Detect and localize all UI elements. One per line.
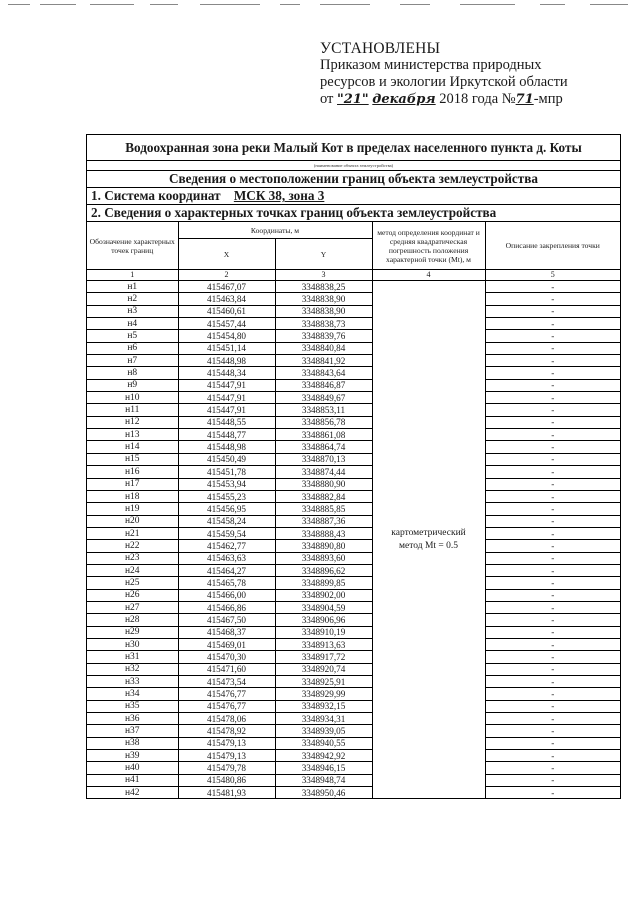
- coord-x: 415463,63: [178, 552, 275, 564]
- coord-system-value: МСК 38, зона 3: [233, 188, 325, 203]
- point-id: н21: [87, 527, 178, 539]
- coord-y: 3348874,44: [275, 466, 372, 478]
- col-number: 3: [275, 270, 372, 281]
- coord-x: 415479,78: [178, 762, 275, 774]
- coord-x: 415469,01: [178, 638, 275, 650]
- point-id: н16: [87, 466, 178, 478]
- point-description: -: [485, 700, 620, 712]
- table-row: [87, 725, 620, 737]
- coord-y: 3348940,55: [275, 737, 372, 749]
- coord-x: 415464,27: [178, 564, 275, 576]
- coord-y: 3348840,84: [275, 342, 372, 354]
- coord-y: 3348838,25: [275, 281, 372, 293]
- point-description: -: [485, 478, 620, 490]
- coord-x: 415456,95: [178, 503, 275, 515]
- coord-y: 3348856,78: [275, 416, 372, 428]
- table-row: [87, 676, 620, 688]
- header-method: метод определения координат и средняя квадратическая погрешность положения характерной точки (Mt), м: [372, 222, 485, 270]
- point-description: -: [485, 429, 620, 441]
- coord-x: 415465,78: [178, 577, 275, 589]
- section-title: Сведения о местоположении границ объекта землеустройства: [87, 171, 620, 188]
- point-id: н35: [87, 700, 178, 712]
- coord-x: 415462,77: [178, 540, 275, 552]
- document-form: [86, 134, 621, 799]
- coord-y: 3348882,84: [275, 490, 372, 502]
- coord-y: 3348942,92: [275, 750, 372, 762]
- coord-y: 3348839,76: [275, 330, 372, 342]
- table-row: [87, 355, 620, 367]
- coord-x: 415458,24: [178, 515, 275, 527]
- points-title: 2. Сведения о характерных точках границ объекта землеустройства: [87, 205, 620, 222]
- point-description: -: [485, 453, 620, 465]
- coord-x: 415448,77: [178, 429, 275, 441]
- point-id: н26: [87, 589, 178, 601]
- point-description: -: [485, 676, 620, 688]
- point-id: н7: [87, 355, 178, 367]
- point-id: н33: [87, 676, 178, 688]
- table-row: [87, 787, 620, 799]
- coord-y: 3348870,13: [275, 453, 372, 465]
- point-id: н22: [87, 540, 178, 552]
- table-row: [87, 379, 620, 391]
- point-id: н38: [87, 737, 178, 749]
- approval-stamp: [320, 40, 568, 108]
- table-row: [87, 713, 620, 725]
- point-id: н17: [87, 478, 178, 490]
- coord-system: [87, 188, 620, 205]
- coord-y: 3348920,74: [275, 663, 372, 675]
- point-description: -: [485, 626, 620, 638]
- coord-x: 415447,91: [178, 392, 275, 404]
- point-description: -: [485, 663, 620, 675]
- coord-y: 3348887,36: [275, 515, 372, 527]
- scan-header-artifact: [0, 3, 640, 7]
- approval-line-1: Приказом министерства природных: [320, 57, 542, 73]
- table-row: [87, 503, 620, 515]
- table-row: [87, 750, 620, 762]
- coord-y: 3348917,72: [275, 651, 372, 663]
- coord-y: 3348950,46: [275, 787, 372, 799]
- header-point: Обозначение характерных точек границ: [87, 222, 178, 270]
- table-row: [87, 466, 620, 478]
- coord-x: 415450,49: [178, 453, 275, 465]
- point-id: н4: [87, 318, 178, 330]
- header-description: Описание закрепления точки: [485, 222, 620, 270]
- point-description: -: [485, 651, 620, 663]
- point-id: н41: [87, 774, 178, 786]
- coord-y: 3348934,31: [275, 713, 372, 725]
- approval-from: от: [320, 91, 334, 107]
- table-row: [87, 774, 620, 786]
- coord-x: 415448,55: [178, 416, 275, 428]
- coord-x: 415459,54: [178, 527, 275, 539]
- point-description: -: [485, 404, 620, 416]
- table-row: [87, 589, 620, 601]
- coord-x: 415453,94: [178, 478, 275, 490]
- coord-x: 415479,13: [178, 737, 275, 749]
- point-description: -: [485, 589, 620, 601]
- point-id: н2: [87, 293, 178, 305]
- coord-x: 415468,37: [178, 626, 275, 638]
- point-id: н5: [87, 330, 178, 342]
- point-description: -: [485, 688, 620, 700]
- point-description: -: [485, 318, 620, 330]
- point-description: -: [485, 441, 620, 453]
- point-id: н13: [87, 429, 178, 441]
- coord-x: 415479,13: [178, 750, 275, 762]
- table-row: [87, 490, 620, 502]
- coord-y: 3348864,74: [275, 441, 372, 453]
- point-description: -: [485, 552, 620, 564]
- point-id: н15: [87, 453, 178, 465]
- point-id: н10: [87, 392, 178, 404]
- point-description: -: [485, 577, 620, 589]
- col-number: 2: [178, 270, 275, 281]
- point-id: н3: [87, 305, 178, 317]
- coord-x: 415460,61: [178, 305, 275, 317]
- coord-y: 3348904,59: [275, 601, 372, 613]
- point-id: н12: [87, 416, 178, 428]
- table-row: [87, 515, 620, 527]
- approval-heading: УСТАНОВЛЕНЫ: [320, 40, 441, 57]
- point-id: н36: [87, 713, 178, 725]
- point-id: н37: [87, 725, 178, 737]
- point-id: н30: [87, 638, 178, 650]
- point-id: н19: [87, 503, 178, 515]
- coord-y: 3348910,19: [275, 626, 372, 638]
- coord-x: 415470,30: [178, 651, 275, 663]
- point-id: н31: [87, 651, 178, 663]
- table-row: [87, 577, 620, 589]
- point-description: -: [485, 379, 620, 391]
- header-coords: Координаты, м: [178, 222, 372, 239]
- approval-month: декабря: [372, 92, 436, 107]
- coord-y: 3348838,73: [275, 318, 372, 330]
- point-description: -: [485, 466, 620, 478]
- point-description: -: [485, 787, 620, 799]
- approval-suffix: -мпр: [533, 91, 563, 107]
- coord-x: 415455,23: [178, 490, 275, 502]
- table-row: [87, 478, 620, 490]
- point-id: н24: [87, 564, 178, 576]
- table-row: [87, 762, 620, 774]
- point-id: н6: [87, 342, 178, 354]
- point-description: -: [485, 392, 620, 404]
- table-row: [87, 392, 620, 404]
- coord-y: 3348948,74: [275, 774, 372, 786]
- table-row: [87, 552, 620, 564]
- coord-x: 415480,86: [178, 774, 275, 786]
- coord-y: 3348838,90: [275, 293, 372, 305]
- coord-y: 3348846,87: [275, 379, 372, 391]
- coord-x: 415471,60: [178, 663, 275, 675]
- point-description: -: [485, 355, 620, 367]
- table-row: [87, 737, 620, 749]
- document-title: Водоохранная зона реки Малый Кот в пределах населенного пункта д. Коты: [87, 135, 620, 161]
- coord-x: 415478,92: [178, 725, 275, 737]
- coord-y: 3348893,60: [275, 552, 372, 564]
- header-y: Y: [275, 239, 372, 270]
- point-description: -: [485, 527, 620, 539]
- method-value-line2: метод Mt = 0.5: [399, 540, 459, 551]
- point-description: -: [485, 330, 620, 342]
- point-description: -: [485, 305, 620, 317]
- point-description: -: [485, 737, 620, 749]
- coord-y: 3348885,85: [275, 503, 372, 515]
- table-row: [87, 614, 620, 626]
- point-id: н25: [87, 577, 178, 589]
- coord-y: 3348880,90: [275, 478, 372, 490]
- point-id: н42: [87, 787, 178, 799]
- point-id: н23: [87, 552, 178, 564]
- coord-y: 3348890,80: [275, 540, 372, 552]
- table-row: [87, 429, 620, 441]
- table-row: [87, 700, 620, 712]
- point-description: -: [485, 342, 620, 354]
- table-row: [87, 293, 620, 305]
- point-description: -: [485, 515, 620, 527]
- point-id: н18: [87, 490, 178, 502]
- coord-y: 3348939,05: [275, 725, 372, 737]
- coord-y: 3348932,15: [275, 700, 372, 712]
- point-id: н34: [87, 688, 178, 700]
- table-row: [87, 330, 620, 342]
- point-description: -: [485, 774, 620, 786]
- coord-y: 3348843,64: [275, 367, 372, 379]
- coord-x: 415451,78: [178, 466, 275, 478]
- coord-x: 415454,80: [178, 330, 275, 342]
- approval-day: "21": [337, 92, 369, 107]
- point-description: -: [485, 367, 620, 379]
- col-number: 5: [485, 270, 620, 281]
- point-description: -: [485, 564, 620, 576]
- coord-y: 3348896,62: [275, 564, 372, 576]
- coord-y: 3348899,85: [275, 577, 372, 589]
- point-description: -: [485, 713, 620, 725]
- point-description: -: [485, 614, 620, 626]
- point-id: н1: [87, 281, 178, 293]
- approval-year: 2018 года №: [439, 91, 516, 107]
- coord-y: 3348861,08: [275, 429, 372, 441]
- point-description: -: [485, 416, 620, 428]
- table-row: [87, 318, 620, 330]
- point-id: н39: [87, 750, 178, 762]
- coord-y: 3348849,67: [275, 392, 372, 404]
- col-number: 1: [87, 270, 178, 281]
- document-subtitle: (наименование объекта землеустройства): [87, 161, 620, 171]
- table-row: [87, 453, 620, 465]
- coord-x: 415467,50: [178, 614, 275, 626]
- method-value-line1: картометрический: [391, 527, 466, 538]
- coord-y: 3348929,99: [275, 688, 372, 700]
- point-description: -: [485, 540, 620, 552]
- table-row: [87, 601, 620, 613]
- table-row: [87, 540, 620, 552]
- coord-x: 415448,98: [178, 441, 275, 453]
- point-id: н29: [87, 626, 178, 638]
- coord-y: 3348913,63: [275, 638, 372, 650]
- approval-line-3: [320, 91, 568, 108]
- point-id: н27: [87, 601, 178, 613]
- points-table: [87, 222, 620, 799]
- coord-y: 3348838,90: [275, 305, 372, 317]
- point-id: н20: [87, 515, 178, 527]
- coord-x: 415448,34: [178, 367, 275, 379]
- point-id: н9: [87, 379, 178, 391]
- coord-y: 3348902,00: [275, 589, 372, 601]
- table-row: [87, 651, 620, 663]
- table-row: [87, 688, 620, 700]
- point-description: -: [485, 503, 620, 515]
- table-row: [87, 404, 620, 416]
- point-description: -: [485, 281, 620, 293]
- coord-x: 415463,84: [178, 293, 275, 305]
- table-row: [87, 564, 620, 576]
- coord-x: 415466,86: [178, 601, 275, 613]
- coord-y: 3348925,91: [275, 676, 372, 688]
- coord-y: 3348853,11: [275, 404, 372, 416]
- table-row: [87, 638, 620, 650]
- coord-x: 415447,91: [178, 404, 275, 416]
- table-row: [87, 416, 620, 428]
- table-row: [87, 367, 620, 379]
- point-id: н40: [87, 762, 178, 774]
- table-row: [87, 305, 620, 317]
- coord-x: 415447,91: [178, 379, 275, 391]
- header-x: X: [178, 239, 275, 270]
- point-id: н11: [87, 404, 178, 416]
- coord-y: 3348888,43: [275, 527, 372, 539]
- point-id: н28: [87, 614, 178, 626]
- col-number: 4: [372, 270, 485, 281]
- approval-number: 71: [515, 92, 534, 107]
- point-description: -: [485, 490, 620, 502]
- point-description: -: [485, 293, 620, 305]
- table-row: [87, 342, 620, 354]
- coord-system-label: 1. Система координат: [91, 188, 221, 203]
- coord-x: 415451,14: [178, 342, 275, 354]
- point-id: н14: [87, 441, 178, 453]
- coord-x: 415448,98: [178, 355, 275, 367]
- approval-line-2: ресурсов и экологии Иркутской области: [320, 74, 568, 90]
- coord-y: 3348946,15: [275, 762, 372, 774]
- points-table-body: [87, 281, 620, 799]
- point-id: н32: [87, 663, 178, 675]
- table-row: [87, 281, 620, 293]
- coord-y: 3348841,92: [275, 355, 372, 367]
- table-row: [87, 626, 620, 638]
- coord-x: 415476,77: [178, 688, 275, 700]
- coord-x: 415457,44: [178, 318, 275, 330]
- coord-x: 415473,54: [178, 676, 275, 688]
- point-description: -: [485, 638, 620, 650]
- table-row: [87, 527, 620, 539]
- coord-x: 415476,77: [178, 700, 275, 712]
- method-cell: [372, 281, 485, 799]
- point-description: -: [485, 725, 620, 737]
- point-description: -: [485, 601, 620, 613]
- coord-x: 415478,06: [178, 713, 275, 725]
- coord-y: 3348906,96: [275, 614, 372, 626]
- table-row: [87, 441, 620, 453]
- point-description: -: [485, 762, 620, 774]
- table-row: [87, 663, 620, 675]
- point-id: н8: [87, 367, 178, 379]
- point-description: -: [485, 750, 620, 762]
- coord-x: 415467,07: [178, 281, 275, 293]
- coord-x: 415481,93: [178, 787, 275, 799]
- coord-x: 415466,00: [178, 589, 275, 601]
